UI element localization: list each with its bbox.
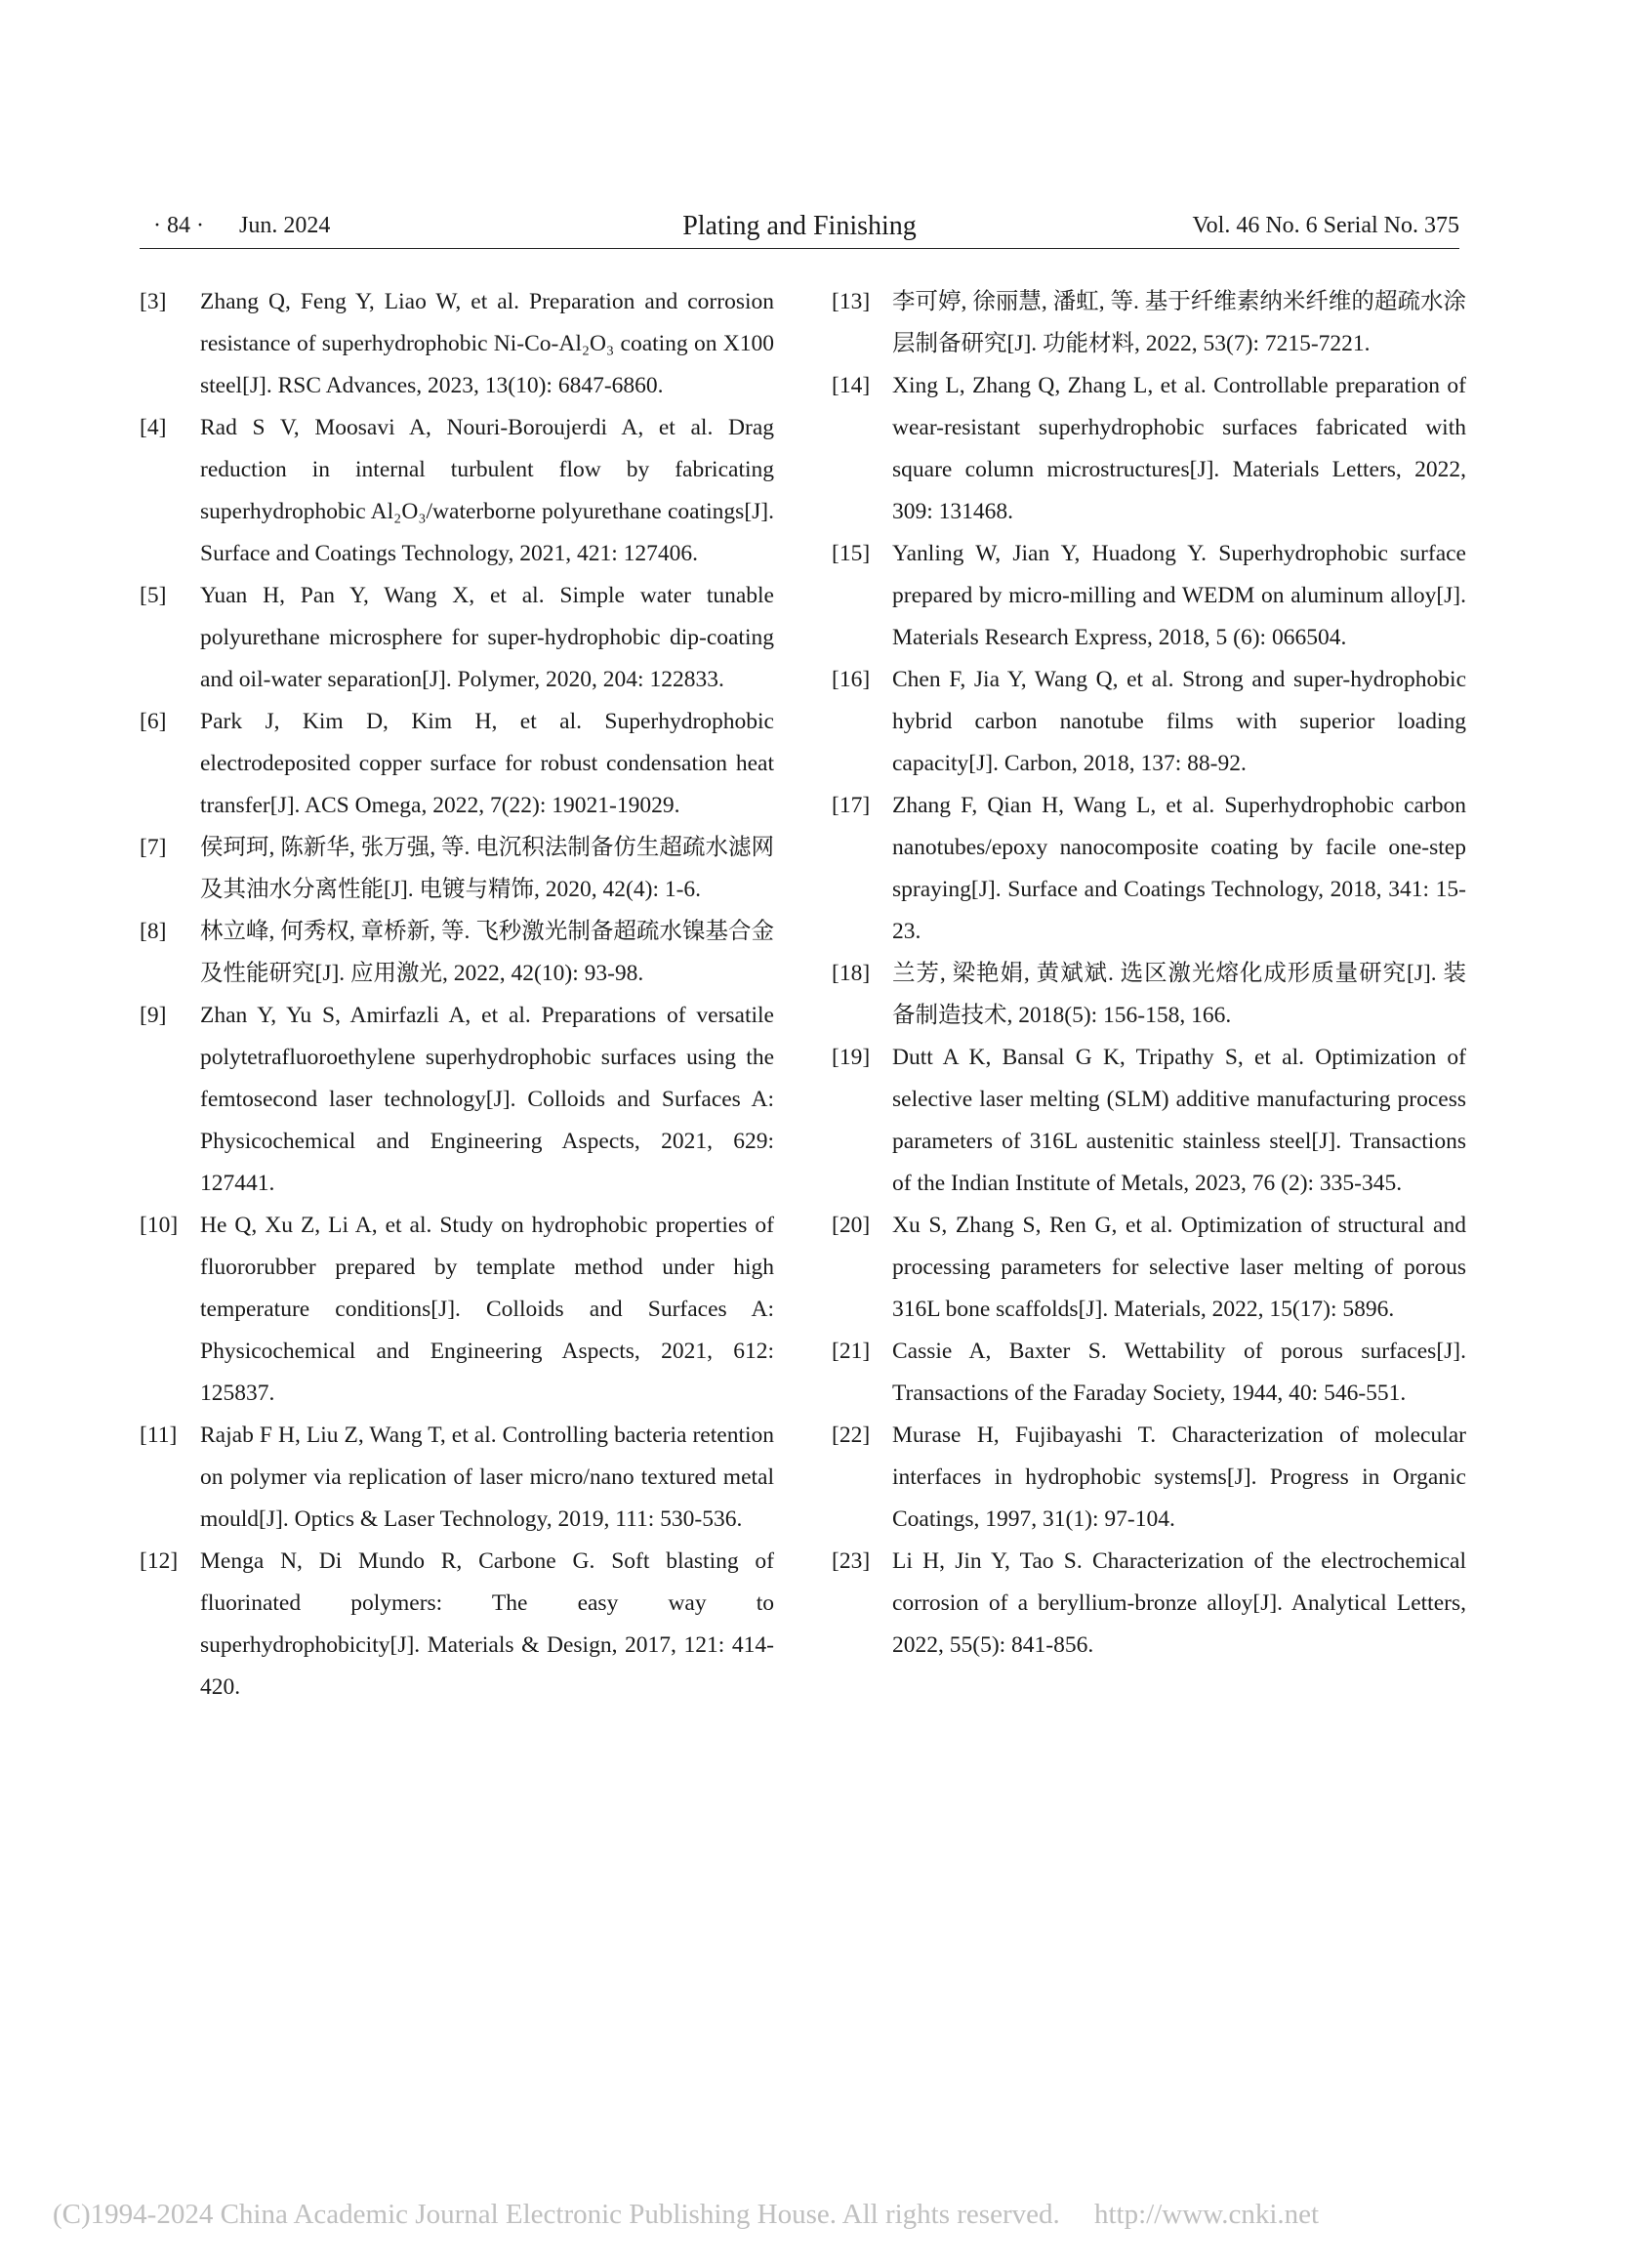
reference-text: 林立峰, 何秀权, 章桥新, 等. 飞秒激光制备超疏水镍基合金及性能研究[J]. 应用激光, 2022, 42(10): 93-98. [200, 919, 774, 986]
reference-text: 侯珂珂, 陈新华, 张万强, 等. 电沉积法制备仿生超疏水滤网及其油水分离性能[J]. 电镀与精饰, 2020, 42(4): 1-6. [200, 835, 774, 902]
reference-item [832, 1541, 1466, 1667]
reference-text: Chen F, Jia Y, Wang Q, et al. Strong and super-hydrophobic hybrid carbon nanotube films with superior loading capacity[J]. Carbon, 2018, 137: 88-92. [892, 667, 1466, 776]
reference-item [140, 701, 774, 827]
reference-number: [5] [140, 583, 167, 608]
copyright-notice: (C)1994-2024 China Academic Journal Electronic Publishing House. All rights reserved. [53, 2199, 1060, 2230]
running-header [140, 209, 1459, 249]
volume-info: Vol. 46 No. 6 Serial No. 375 [1192, 213, 1459, 238]
reference-item [140, 827, 774, 911]
reference-number: [19] [832, 1045, 871, 1070]
reference-text: Dutt A K, Bansal G K, Tripathy S, et al. Optimization of selective laser melting (SLM) additive manufacturing process parameters of 316L austenitic stainless steel[J]. Transactions of the Indian Institute of Metals, 2023, 76 (2): 335-345. [892, 1045, 1466, 1196]
references-left-column [140, 281, 774, 1709]
reference-number: [22] [832, 1423, 871, 1448]
footer-url[interactable]: http://www.cnki.net [1093, 2199, 1320, 2230]
reference-item [140, 407, 774, 575]
reference-text: Yanling W, Jian Y, Huadong Y. Superhydrophobic surface prepared by micro-milling and WEDM on aluminum alloy[J]. Materials Research Express, 2018, 5 (6): 066504. [892, 541, 1466, 650]
reference-item [140, 281, 774, 407]
reference-text: Rad S V, Moosavi A, Nouri-Boroujerdi A, et al. Drag reduction in internal turbulent flow by fabricating superhydrophobic Al₂O₃/waterborne polyurethane coatings[J]. Surface and Coatings Technology, 2021, 421: 127406. [200, 415, 774, 566]
reference-text: Zhan Y, Yu S, Amirfazli A, et al. Preparations of versatile polytetrafluoroethylene superhydrophobic surfaces using the femtosecond laser technology[J]. Colloids and Surfaces A: Physicochemical and Engineering Aspects, 2021, 629: 127441. [200, 1003, 774, 1196]
reference-number: [12] [140, 1548, 179, 1574]
reference-item [832, 659, 1466, 785]
reference-number: [13] [832, 289, 871, 314]
reference-item [140, 911, 774, 995]
reference-text: Yuan H, Pan Y, Wang X, et al. Simple water tunable polyurethane microsphere for super-hydrophobic dip-coating and oil-water separation[J]. Polymer, 2020, 204: 122833. [200, 583, 774, 692]
reference-item [832, 1037, 1466, 1205]
reference-item [832, 365, 1466, 533]
page-number: · 84 · [153, 213, 204, 238]
reference-text: 兰芳, 梁艳娟, 黄斌斌. 选区激光熔化成形质量研究[J]. 装备制造技术, 2018(5): 156-158, 166. [892, 961, 1466, 1028]
reference-text: Murase H, Fujibayashi T. Characterization of molecular interfaces in hydrophobic systems[J]. Progress in Organic Coatings, 1997, 31(1): 97-104. [892, 1423, 1466, 1532]
reference-item [832, 953, 1466, 1037]
reference-text: Xing L, Zhang Q, Zhang L, et al. Controllable preparation of wear-resistant superhydrophobic surfaces fabricated with square column microstructures[J]. Materials Letters, 2022, 309: 131468. [892, 373, 1466, 524]
reference-text: He Q, Xu Z, Li A, et al. Study on hydrophobic properties of fluororubber prepared by template method under high temperature conditions[J]. Colloids and Surfaces A: Physicochemical and Engineering Aspects, 2021, 612: 125837. [200, 1213, 774, 1406]
reference-text: Menga N, Di Mundo R, Carbone G. Soft blasting of fluorinated polymers: The easy way to superhydrophobicity[J]. Materials & Design, 2017, 121: 414-420. [200, 1548, 774, 1700]
reference-number: [21] [832, 1339, 871, 1364]
reference-item [140, 1205, 774, 1415]
reference-item [832, 785, 1466, 953]
reference-text: Li H, Jin Y, Tao S. Characterization of the electrochemical corrosion of a beryllium-bronze alloy[J]. Analytical Letters, 2022, 55(5): 841-856. [892, 1548, 1466, 1658]
reference-item [140, 1415, 774, 1541]
reference-item [832, 533, 1466, 659]
reference-number: [15] [832, 541, 871, 566]
reference-item [832, 1331, 1466, 1415]
reference-number: [8] [140, 919, 167, 944]
reference-item [140, 1541, 774, 1709]
reference-item [832, 1415, 1466, 1541]
reference-number: [7] [140, 835, 167, 860]
reference-number: [9] [140, 1003, 167, 1028]
reference-text: 李可婷, 徐丽慧, 潘虹, 等. 基于纤维素纳米纤维的超疏水涂层制备研究[J]. 功能材料, 2022, 53(7): 7215-7221. [892, 289, 1466, 356]
reference-number: [23] [832, 1548, 871, 1574]
reference-number: [11] [140, 1423, 178, 1448]
reference-text: Cassie A, Baxter S. Wettability of porous surfaces[J]. Transactions of the Faraday Society, 1944, 40: 546-551. [892, 1339, 1466, 1406]
reference-text: Xu S, Zhang S, Ren G, et al. Optimization of structural and processing parameters for selective laser melting of porous 316L bone scaffolds[J]. Materials, 2022, 15(17): 5896. [892, 1213, 1466, 1322]
issue-date: Jun. 2024 [238, 213, 331, 238]
reference-number: [6] [140, 709, 167, 734]
reference-number: [10] [140, 1213, 179, 1238]
reference-item [832, 1205, 1466, 1331]
reference-item [140, 575, 774, 701]
journal-title: Plating and Finishing [682, 211, 917, 241]
reference-text: Rajab F H, Liu Z, Wang T, et al. Controlling bacteria retention on polymer via replication of laser micro/nano textured metal mould[J]. Optics & Laser Technology, 2019, 111: 530-536. [200, 1423, 774, 1532]
reference-number: [16] [832, 667, 871, 692]
references-right-column [832, 281, 1466, 1667]
reference-number: [20] [832, 1213, 871, 1238]
reference-number: [3] [140, 289, 167, 314]
reference-item [832, 281, 1466, 365]
reference-number: [14] [832, 373, 871, 398]
reference-text: Zhang F, Qian H, Wang L, et al. Superhydrophobic carbon nanotubes/epoxy nanocomposite coating by facile one-step spraying[J]. Surface and Coatings Technology, 2018, 341: 15-23. [892, 793, 1466, 944]
reference-text: Park J, Kim D, Kim H, et al. Superhydrophobic electrodeposited copper surface for robust condensation heat transfer[J]. ACS Omega, 2022, 7(22): 19021-19029. [200, 709, 774, 818]
reference-item [140, 995, 774, 1205]
reference-number: [17] [832, 793, 871, 818]
reference-number: [4] [140, 415, 167, 440]
reference-number: [18] [832, 961, 871, 986]
page-footer [53, 2199, 1576, 2231]
reference-text: Zhang Q, Feng Y, Liao W, et al. Preparation and corrosion resistance of superhydrophobic Ni-Co-Al₂O₃ coating on X100 steel[J]. RSC Advances, 2023, 13(10): 6847-6860. [200, 289, 774, 398]
